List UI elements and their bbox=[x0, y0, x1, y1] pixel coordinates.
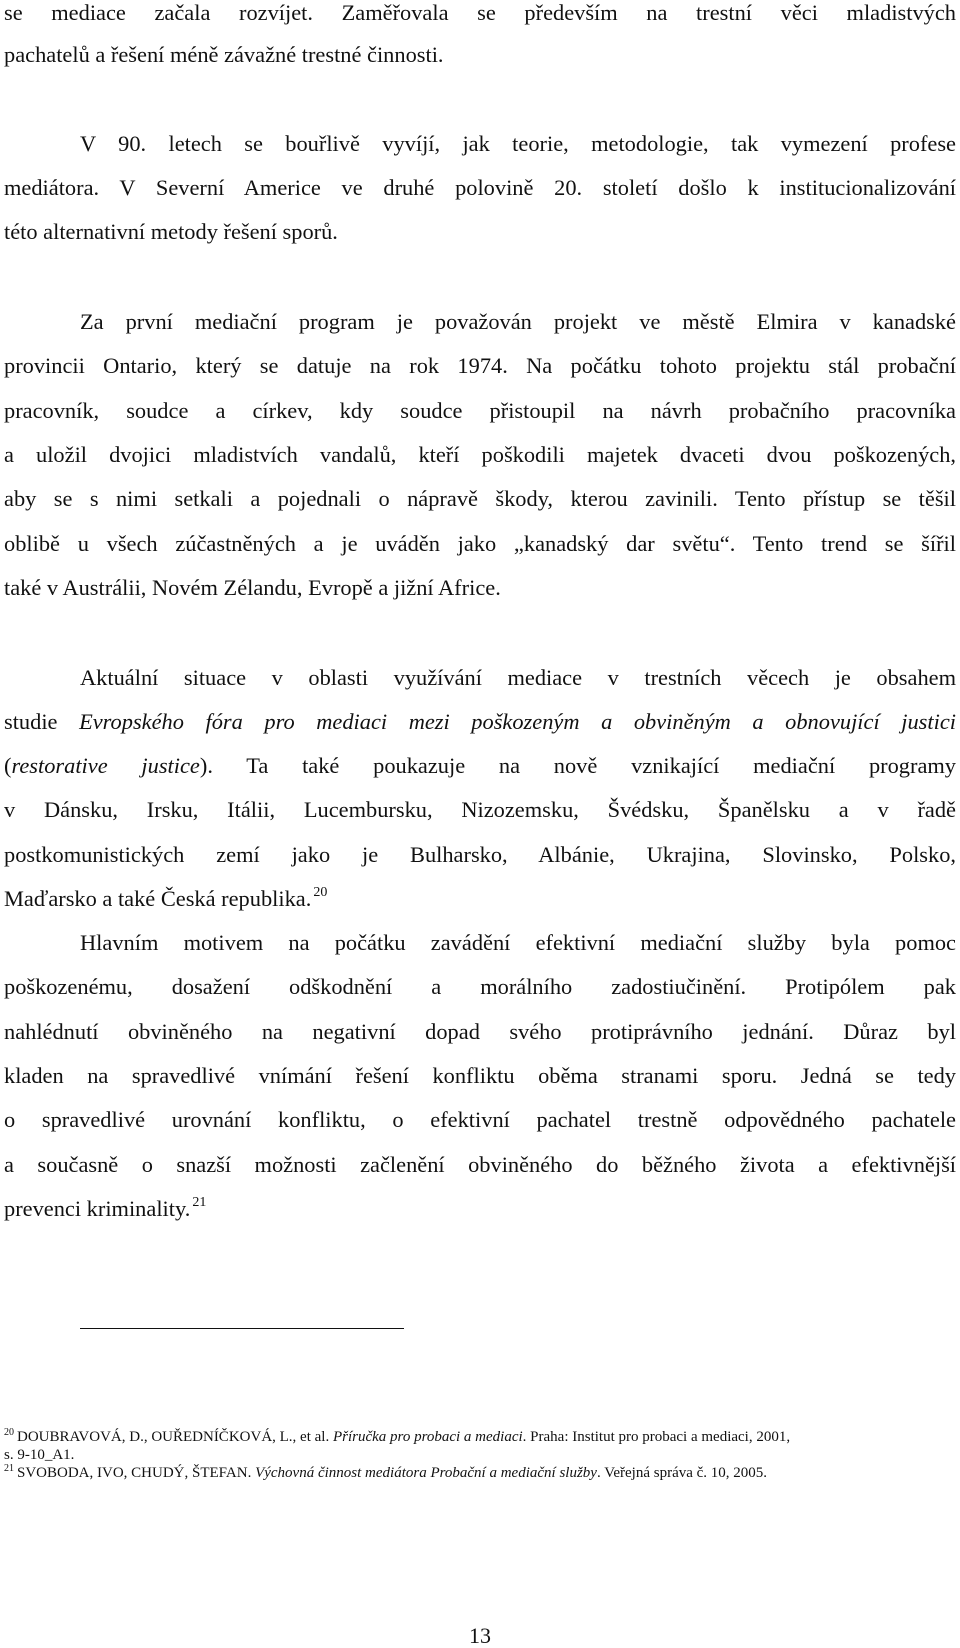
text-line bbox=[4, 753, 956, 779]
text-line: oblibě u všech zúčastněných a je uváděn jako „kanadský dar světu“. Tento trend se šířil bbox=[4, 531, 956, 556]
footnote-text: DOUBRAVOVÁ, D., OUŘEDNÍČKOVÁ, L., et al. bbox=[17, 1429, 333, 1445]
text-line: Hlavním motivem na počátku zavádění efektivní mediační služby byla pomoc bbox=[80, 930, 956, 955]
italic-title: Evropského fóra pro mediaci mezi poškozeným a obviněným a obnovující justici bbox=[79, 709, 956, 734]
text-line: Za první mediační program je považován projekt ve městě Elmira v kanadské bbox=[80, 309, 956, 334]
text-span: ( bbox=[4, 753, 12, 778]
text-line: V 90. letech se bouřlivě vyvíjí, jak teorie, metodologie, tak vymezení profese bbox=[80, 131, 956, 156]
text-line: této alternativní metody řešení sporů. bbox=[4, 219, 338, 244]
footnote-separator bbox=[80, 1328, 404, 1329]
footnote-number: 20 bbox=[4, 1427, 14, 1438]
footnote-ref[interactable]: 20 bbox=[313, 885, 328, 900]
text-line: Aktuální situace v oblasti využívání mediace v trestních věcech je obsahem bbox=[80, 665, 956, 690]
text-line: a současně o snazší možnosti začlenění obviněného do běžného života a efektivnější bbox=[4, 1152, 956, 1177]
footnote-text: . Praha: Institut pro probaci a mediaci, 2001, bbox=[522, 1429, 791, 1445]
text-span: ). Ta také poukazuje na nově vznikající mediační programy bbox=[199, 753, 956, 778]
text-line: pachatelů a řešení méně závažné trestné činnosti. bbox=[4, 42, 444, 67]
text-line bbox=[4, 886, 956, 916]
text-line: provincii Ontario, který se datuje na rok 1974. Na počátku tohoto projektu stál probační bbox=[4, 353, 956, 378]
footnote-text: SVOBODA, IVO, CHUDÝ, ŠTEFAN. bbox=[17, 1465, 256, 1481]
text-line: se mediace začala rozvíjet. Zaměřovala se především na trestní věci mladistvých bbox=[4, 0, 956, 25]
text-line: a uložil dvojici mladistvích vandalů, kteří poškodili majetek dvaceti dvou poškozených, bbox=[4, 442, 956, 467]
footnote-title: Příručka pro probaci a mediaci bbox=[332, 1429, 523, 1445]
footnote-20 bbox=[4, 1428, 960, 1448]
text-line bbox=[4, 709, 956, 735]
italic-term: restorative justice bbox=[11, 753, 200, 778]
text-line: v Dánsku, Irsku, Itálii, Lucembursku, Nizozemsku, Švédsku, Španělsku a v řadě bbox=[4, 797, 956, 822]
text-line bbox=[4, 1196, 956, 1226]
footnote-20-continued: s. 9-10_A1. bbox=[4, 1447, 75, 1463]
text-line: postkomunistických zemí jako je Bulharsko, Albánie, Ukrajina, Slovinsko, Polsko, bbox=[4, 842, 956, 867]
footnote-21 bbox=[4, 1464, 960, 1484]
text-line: o spravedlivé urovnání konfliktu, o efektivní pachatel trestně odpovědného pachatele bbox=[4, 1107, 956, 1132]
footnote-title: Výchovná činnost mediátora Probační a mediační služby bbox=[255, 1465, 597, 1481]
text-line: pracovník, soudce a církev, kdy soudce přistoupil na návrh probačního pracovníka bbox=[4, 398, 956, 423]
text-line: nahlédnutí obviněného na negativní dopad svého protiprávního jednání. Důraz byl bbox=[4, 1019, 956, 1044]
footnote-number: 21 bbox=[4, 1463, 14, 1474]
text-line: kladen na spravedlivé vnímání řešení konfliktu oběma stranami sporu. Jedná se tedy bbox=[4, 1063, 956, 1088]
text-span: Maďarsko a také Česká republika. bbox=[4, 886, 312, 911]
footnote-ref[interactable]: 21 bbox=[192, 1195, 207, 1210]
text-line: poškozenému, dosažení odškodnění a morálního zadostiučinění. Protipólem pak bbox=[4, 974, 956, 999]
text-span: prevenci kriminality. bbox=[4, 1196, 191, 1221]
footnote-text: . Veřejná správa č. 10, 2005. bbox=[596, 1465, 768, 1481]
text-line: také v Austrálii, Novém Zélandu, Evropě a jižní Africe. bbox=[4, 575, 501, 600]
text-span: studie bbox=[4, 709, 80, 734]
text-line: aby se s nimi setkali a pojednali o nápravě škody, kterou zavinili. Tento přístup se těšil bbox=[4, 486, 956, 511]
page-number: 13 bbox=[469, 1623, 491, 1648]
text-line: mediátora. V Severní Americe ve druhé polovině 20. století došlo k institucionalizování bbox=[4, 175, 956, 200]
